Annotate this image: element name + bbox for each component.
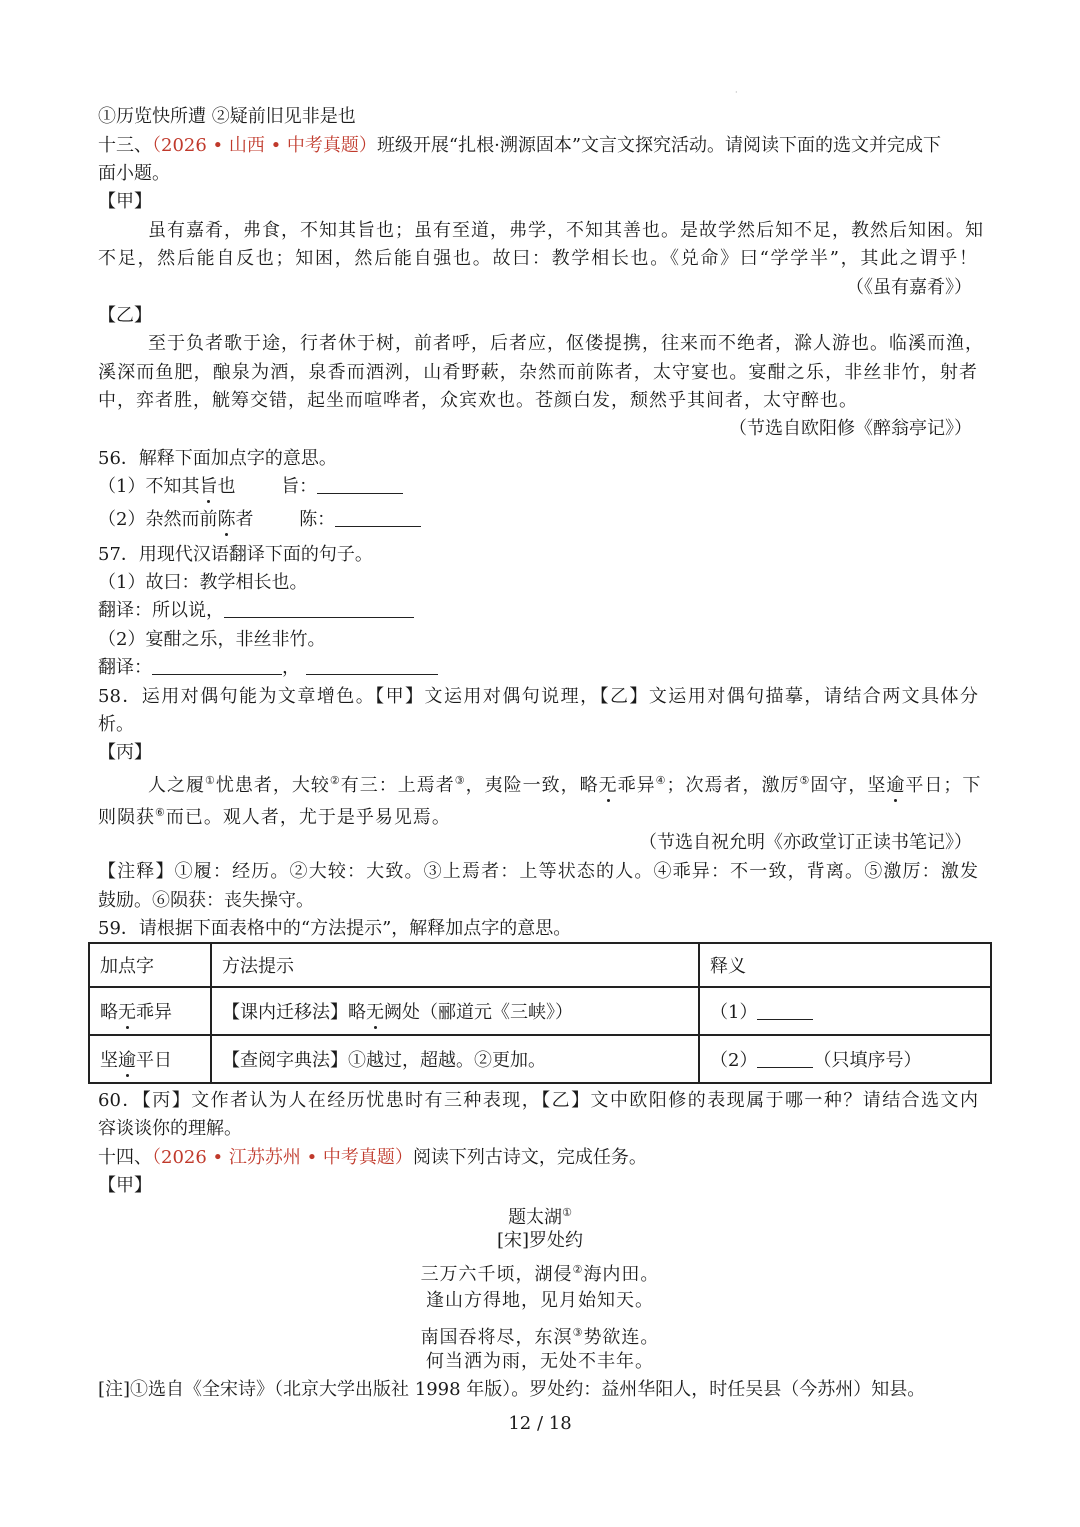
dotted-char: 无 (366, 1002, 384, 1023)
question-13-source: （2026 • 山西 • 中考真题） (152, 135, 377, 156)
table-row (89, 987, 991, 1035)
passage-jia-label: 【甲】 (98, 191, 152, 212)
poem-title: 题太湖① (508, 1206, 572, 1228)
scan-speck: · (735, 88, 738, 97)
table-header: 方法提示 (211, 943, 699, 987)
question-58: 58．运用对偶句能为文章增色。【甲】文运用对偶句说理，【乙】文运用对偶句描摹，请结合两文具体分 (98, 686, 978, 707)
answer-blank[interactable] (224, 599, 414, 618)
annotation-line: 鼓励。⑥陨获：丧失操守。 (98, 890, 314, 911)
table-cell: 【查阅字典法】①越过，超越。②更加。 (211, 1035, 699, 1083)
table-cell: 坚逾平日 (89, 1035, 211, 1083)
question-14-source: （2026 • 江苏苏州 • 中考真题） (152, 1147, 413, 1168)
question-56-item-1: （1）不知其旨也 旨： (98, 474, 403, 500)
passage-yi-line: 溪深而鱼肥，酿泉为酒，泉香而酒洌，山肴野蔌，杂然而前陈者，太守宴也。宴酣之乐，非丝非竹，射者 (98, 362, 978, 383)
passage-bing-source: （节选自祝允明《亦政堂订正读书笔记》） (639, 832, 972, 853)
poem-line: 何当洒为雨，无处不丰年。 (426, 1351, 654, 1372)
table-row (89, 943, 991, 987)
table-cell: （1） (699, 987, 991, 1035)
question-60: 60．【丙】文作者认为人在经历忧患时有三种表现，【乙】文中欧阳修的表现属于哪一种？请结合选文内 (98, 1090, 978, 1111)
question-57-item-1: （1）故曰：教学相长也。 (98, 572, 308, 593)
passage-jia-line: 不足，然后能自反也；知困，然后能自强也。故曰：教学相长也。《兑命》曰“学学半”，其此之谓乎！ (98, 248, 978, 269)
passage-yi-line: 中，弈者胜，觥筹交错，起坐而喧哗者，众宾欢也。苍颜白发，颓然乎其间者，太守醉也。 (98, 390, 858, 411)
passage-yi-label: 【乙】 (98, 305, 152, 326)
answer-blank[interactable] (306, 656, 438, 675)
dotted-char: 旨 (199, 476, 218, 497)
table-cell: 【课内迁移法】略无阙处（郦道元《三峡》） (211, 987, 699, 1035)
dotted-char: 无 (118, 1002, 136, 1023)
poem-annotation: [注]①选自《全宋诗》（北京大学出版社 1998 年版）。罗处约：益州华阳人，时任吴县（今苏州）知县。 (98, 1379, 926, 1400)
poem-line: 逢山方得地，见月始知天。 (426, 1290, 654, 1311)
dotted-char: 逾 (886, 775, 906, 796)
table-cell: （2） （只填序号） (699, 1035, 991, 1083)
dotted-char: 无 (598, 775, 618, 796)
table-header: 加点字 (89, 943, 211, 987)
question-60-cont: 容谈谈你的理解。 (98, 1118, 242, 1139)
poem-jia-label: 【甲】 (98, 1175, 152, 1196)
dotted-char: 逾 (118, 1050, 136, 1071)
question-58-cont: 析。 (98, 714, 134, 735)
question-57: 57．用现代汉语翻译下面的句子。 (98, 544, 373, 565)
question-56: 56．解释下面加点字的意思。 (98, 448, 337, 469)
question-56-item-2: （2）杂然而前陈者 陈： (98, 507, 421, 533)
question-14-heading: 十四、（2026 • 江苏苏州 • 中考真题）阅读下列古诗文，完成任务。 (98, 1147, 647, 1168)
question-57-translate-2: 翻译： ， (98, 655, 438, 681)
dotted-char: 陈 (217, 509, 236, 530)
passage-jia-line: 虽有嘉肴，弗食，不知其旨也；虽有至道，弗学，不知其善也。是故学然后知不足，教然后知困。知 (148, 220, 984, 241)
passage-bing-line: 人之履①忧患者，大较②有三：上焉者③，夷险一致，略无乖异④；次焉者，激厉⑤固守，坚逾平日；下 (148, 774, 982, 796)
annotation-line: 【注释】①履：经历。②大较：大致。③上焉者：上等状态的人。④乖异：不一致，背离。⑤激厉：激发 (98, 861, 978, 882)
poem-line: 三万六千顷，湖侵②海内田。 (420, 1263, 660, 1285)
table-row (89, 1035, 991, 1083)
passage-yi-line: 至于负者歌于途，行者休于树，前者呼，后者应，伛偻提携，往来而不绝者，滁人游也。临溪而渔， (148, 333, 984, 354)
passage-jia-source: （《虽有嘉肴》） (846, 277, 972, 298)
poem-line: 南国吞将尽，东溟③势欲连。 (420, 1326, 660, 1348)
question-57-item-2: （2）宴酣之乐，非丝非竹。 (98, 629, 326, 650)
method-table (88, 942, 992, 1084)
passage-bing-label: 【丙】 (98, 742, 152, 763)
answer-line-prev: ①历览快所遭 ②疑前旧见非是也 (98, 106, 356, 127)
poem-author: [宋]罗处约 (496, 1230, 584, 1251)
table-cell: 略无乖异 (89, 987, 211, 1035)
passage-yi-source: （节选自欧阳修《醉翁亭记》） (729, 418, 972, 439)
page-number: 12 / 18 (508, 1413, 572, 1434)
answer-blank[interactable] (335, 508, 421, 527)
question-59: 59．请根据下面表格中的“方法提示”，解释加点字的意思。 (98, 918, 572, 939)
answer-blank[interactable] (757, 1049, 813, 1068)
question-13-heading: 十三、（2026 • 山西 • 中考真题）班级开展“扎根·溯源固本”文言文探究活动。请阅读下面的选文并完成下 (98, 135, 942, 156)
passage-bing-line: 则陨获⑥而已。观人者，尤于是乎易见焉。 (98, 806, 451, 828)
table-header: 释义 (699, 943, 991, 987)
question-57-translate-1: 翻译：所以说， (98, 598, 414, 624)
question-13-heading-cont: 面小题。 (98, 163, 170, 184)
answer-blank[interactable] (757, 1001, 813, 1020)
answer-blank[interactable] (317, 475, 403, 494)
answer-blank[interactable] (152, 656, 282, 675)
